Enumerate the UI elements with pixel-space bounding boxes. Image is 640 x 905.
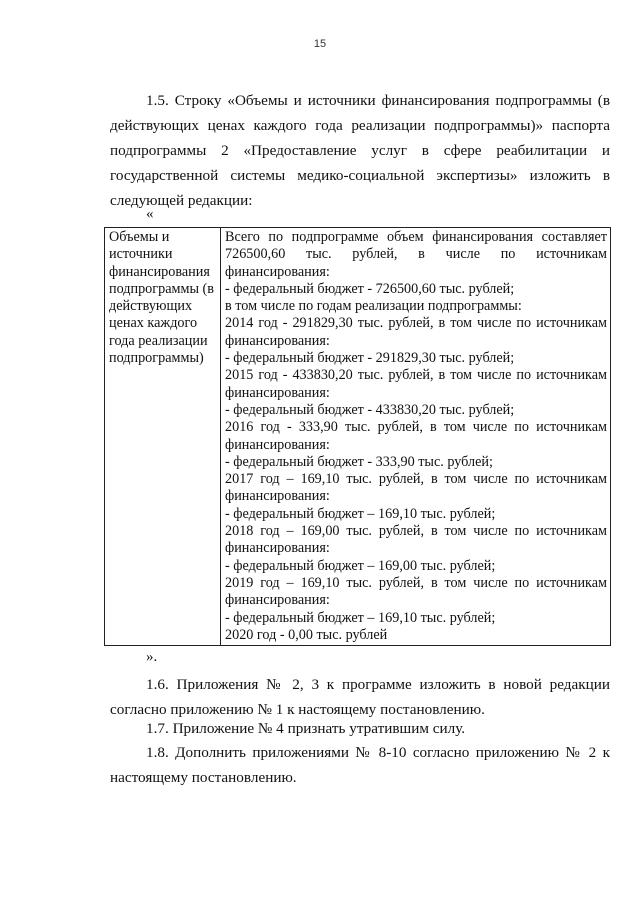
financing-line: - федеральный бюджет - 291829,30 тыс. рублей; — [225, 350, 515, 367]
financing-line: Всего по подпрограмме объем финансирования составляет 726500,60 тыс. рублей, в числе по источникам финансирования: — [225, 229, 607, 280]
financing-line: 2016 год - 333,90 тыс. рублей, в том числе по источникам финансирования: — [225, 419, 607, 453]
financing-line: - федеральный бюджет – 169,10 тыс. рублей; — [225, 609, 496, 626]
intro-paragraph: 1.5. Строку «Объемы и источники финансирования подпрограммы (в действующих ценах каждого года реализации подпрограммы)» паспорта подпрограммы 2 «Предоставление услуг в сфере реабилитации и государственной системы медико-социальной экспертизы» изложить в следующей редакции: — [110, 92, 610, 209]
financing-line: - федеральный бюджет – 169,00 тыс. рублей; — [225, 557, 496, 574]
paragraph-1-6: 1.6. Приложения № 2, 3 к программе изложить в новой редакции согласно приложению № 1 к настоящему постановлению. — [110, 676, 610, 718]
financing-line: в том числе по годам реализации подпрограммы: — [225, 298, 522, 315]
table-label-cell: Объемы и источники финансирования подпрограммы (в действующих ценах каждого года реализации подпрограммы) — [105, 228, 221, 646]
table-row — [105, 228, 611, 646]
financing-line: - федеральный бюджет - 433830,20 тыс. рублей; — [225, 401, 515, 418]
paragraph-1-7: 1.7. Приложение № 4 признать утратившим силу. — [146, 720, 466, 737]
financing-line: - федеральный бюджет - 333,90 тыс. рублей; — [225, 453, 493, 470]
financing-line: 2015 год - 433830,20 тыс. рублей, в том числе по источникам финансирования: — [225, 367, 607, 401]
page-number: 15 — [313, 38, 327, 50]
financing-line: 2019 год – 169,10 тыс. рублей, в том числе по источникам финансирования: — [225, 574, 607, 609]
financing-line: - федеральный бюджет – 169,10 тыс. рублей; — [225, 505, 496, 522]
table-value-cell — [221, 228, 611, 646]
financing-line: 2014 год - 291829,30 тыс. рублей, в том числе по источникам финансирования: — [225, 315, 607, 349]
closing-quote: ». — [146, 649, 158, 665]
opening-quote: « — [146, 206, 154, 222]
financing-table — [104, 227, 611, 646]
financing-line: 2018 год – 169,00 тыс. рублей, в том числе по источникам финансирования: — [225, 523, 607, 557]
financing-line: - федеральный бюджет - 726500,60 тыс. рублей; — [225, 280, 515, 297]
financing-line: 2020 год - 0,00 тыс. рублей — [225, 626, 388, 643]
financing-line: 2017 год – 169,10 тыс. рублей, в том числе по источникам финансирования: — [225, 471, 607, 505]
paragraph-1-8: 1.8. Дополнить приложениями № 8-10 согласно приложению № 2 к настоящему постановлению. — [110, 744, 610, 786]
